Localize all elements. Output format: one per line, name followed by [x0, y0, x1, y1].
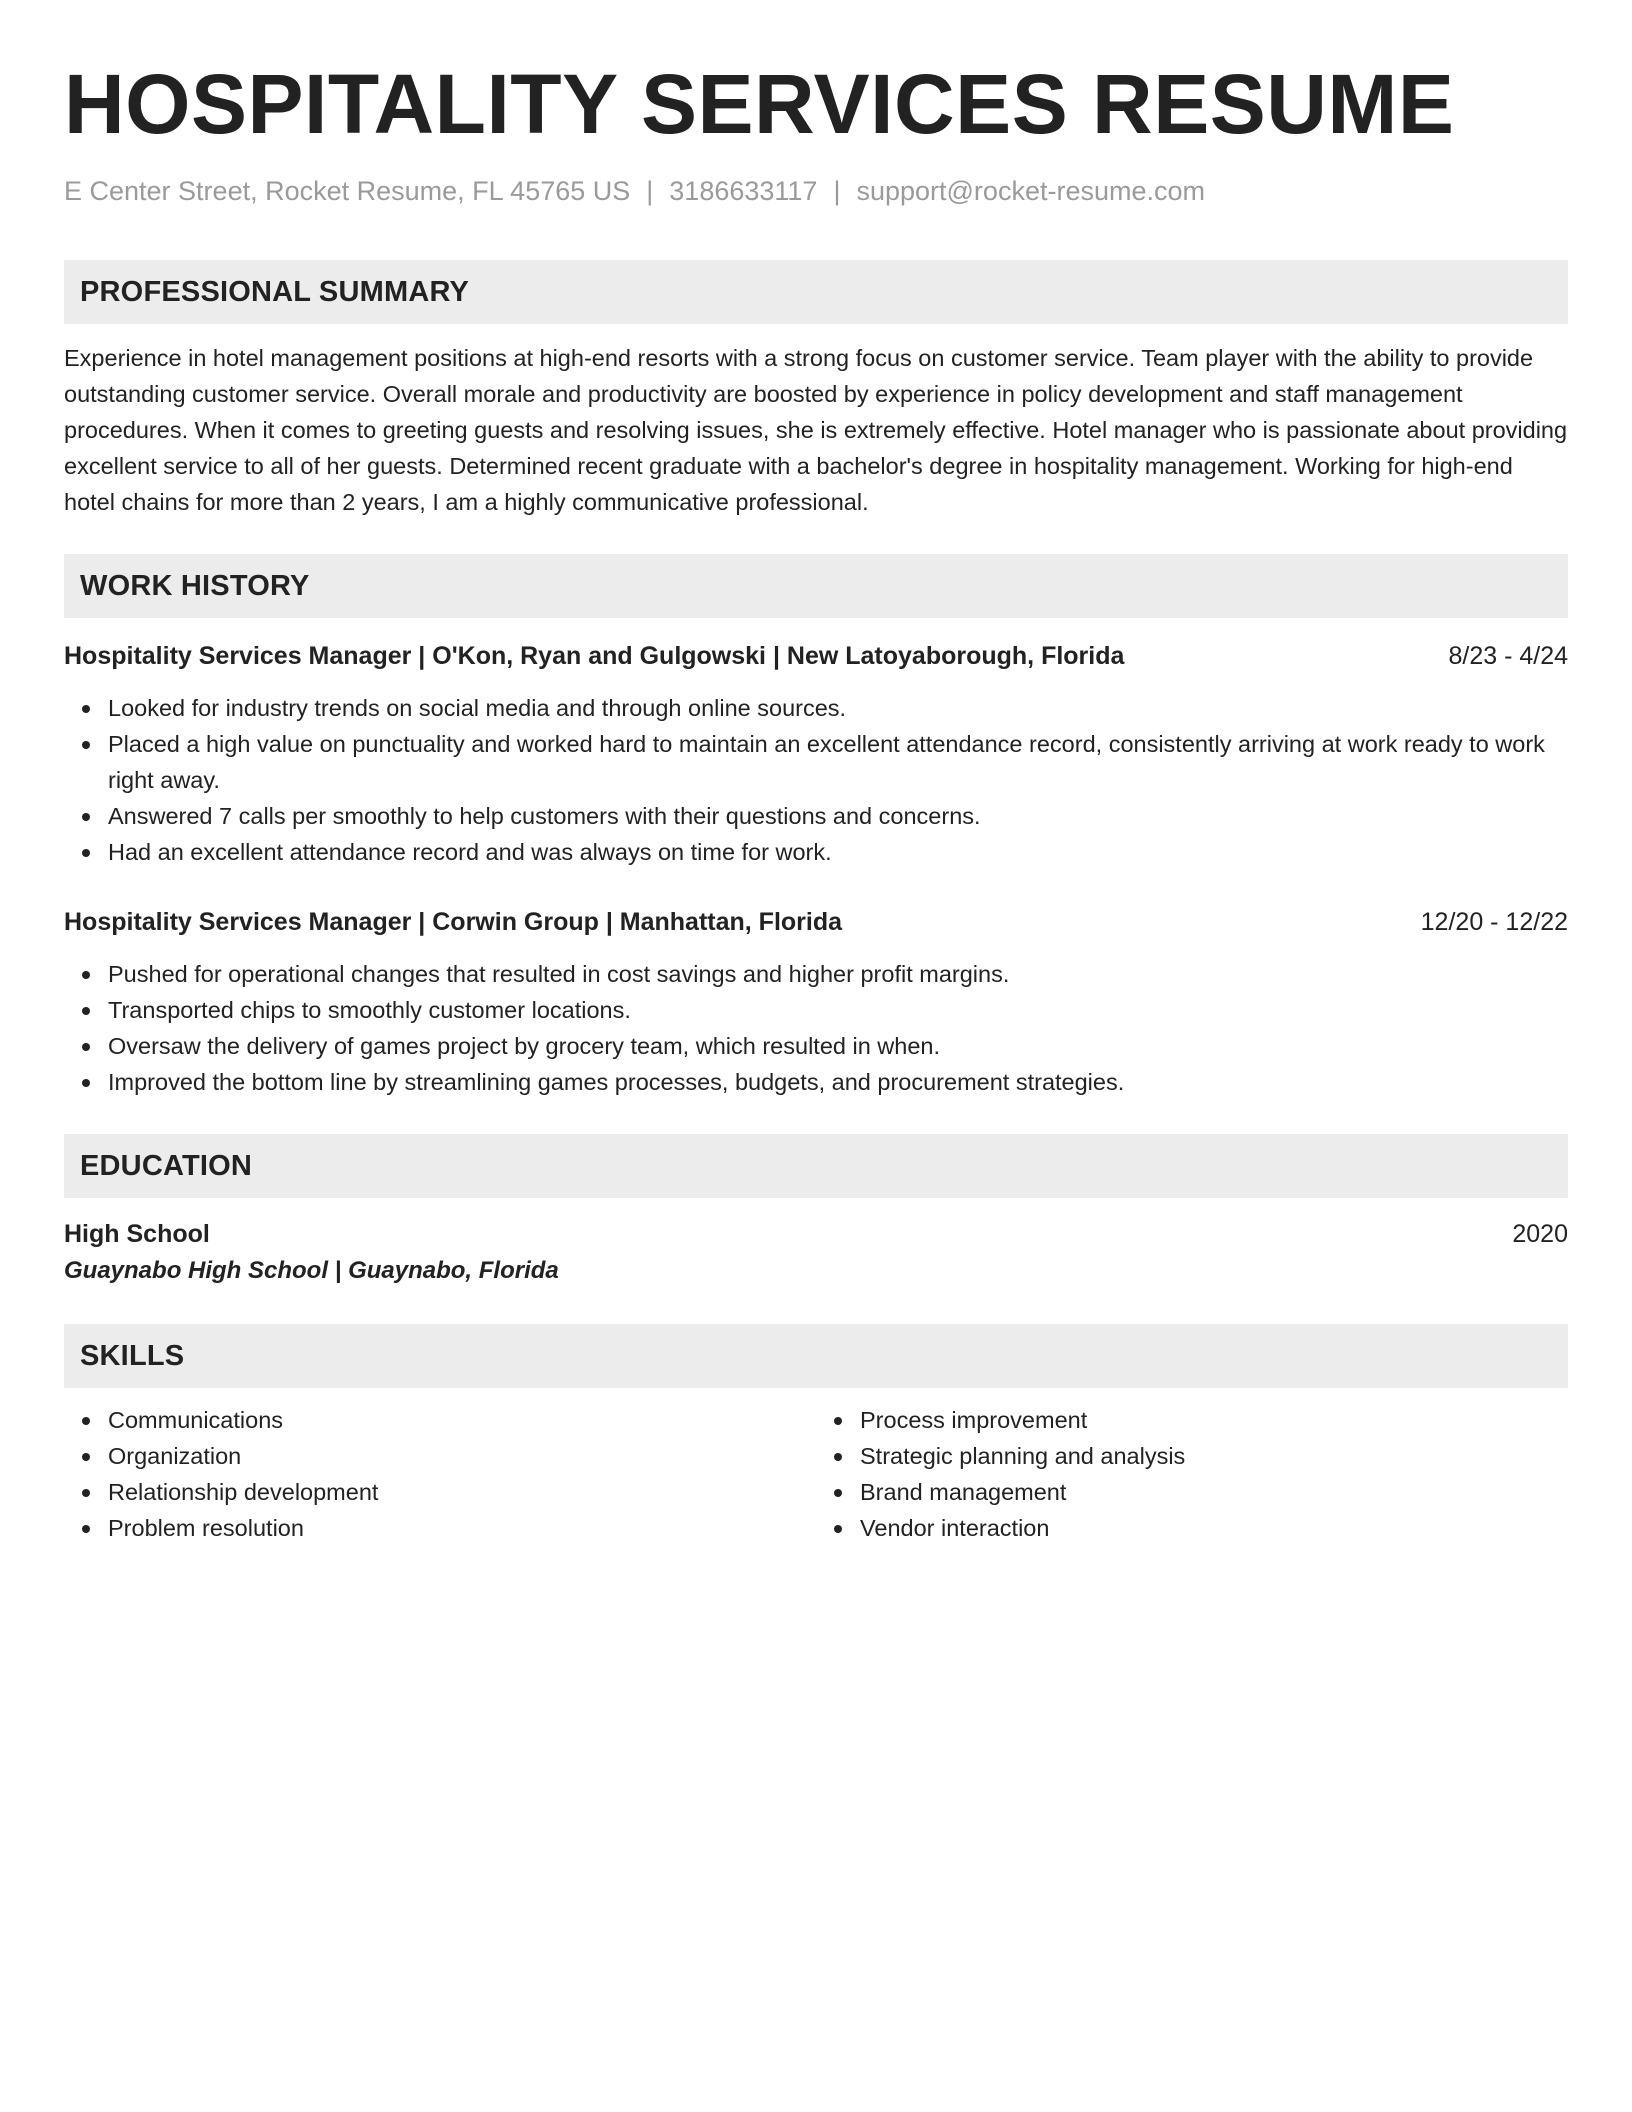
- contact-line: [64, 174, 1568, 208]
- skill-item: Brand management: [860, 1474, 1568, 1510]
- job-title: Hospitality Services Manager | O'Kon, Ryan and Gulgowski | New Latoyaborough, Florida: [64, 642, 1125, 670]
- section-header-education: EDUCATION: [64, 1134, 1568, 1198]
- education-header: [64, 1216, 1568, 1252]
- job-bullet: Pushed for operational changes that resulted in cost savings and higher profit margins.: [108, 956, 1568, 992]
- job-bullet: Oversaw the delivery of games project by grocery team, which resulted in when.: [108, 1028, 1568, 1064]
- contact-separator: |: [646, 176, 654, 206]
- skill-item: Organization: [108, 1438, 816, 1474]
- contact-address: E Center Street, Rocket Resume, FL 45765 US: [64, 176, 631, 206]
- job-dates: 12/20 - 12/22: [1420, 908, 1568, 936]
- section-header-work-history: WORK HISTORY: [64, 554, 1568, 618]
- skills-column-1: [64, 1402, 816, 1546]
- job-bullet: Had an excellent attendance record and was always on time for work.: [108, 834, 1568, 870]
- education-year: 2020: [1512, 1220, 1568, 1248]
- job-bullets: [64, 956, 1568, 1100]
- contact-phone: 3186633117: [669, 176, 818, 206]
- skill-item: Communications: [108, 1402, 816, 1438]
- education-school: Guaynabo High School | Guaynabo, Florida: [64, 1257, 559, 1284]
- section-header-skills: SKILLS: [64, 1324, 1568, 1388]
- skill-item: Strategic planning and analysis: [860, 1438, 1568, 1474]
- skill-item: Problem resolution: [108, 1510, 816, 1546]
- job-bullet: Placed a high value on punctuality and worked hard to maintain an excellent attendance record, consistently arriving at work ready to work right away.: [108, 726, 1568, 798]
- contact-email: support@rocket-resume.com: [856, 176, 1205, 206]
- job-bullet: Answered 7 calls per smoothly to help customers with their questions and concerns.: [108, 798, 1568, 834]
- job-bullet: Improved the bottom line by streamlining games processes, budgets, and procurement strategies.: [108, 1064, 1568, 1100]
- skill-item: Relationship development: [108, 1474, 816, 1510]
- job-bullet: Transported chips to smoothly customer locations.: [108, 992, 1568, 1028]
- education-entry: [64, 1216, 1568, 1290]
- summary-text: Experience in hotel management positions at high-end resorts with a strong focus on customer service. Team player with the ability to provide outstanding customer service. Overall morale and productivity are boosted by experience in policy development and staff management procedures. When it comes to greeting guests and resolving issues, she is extremely effective. Hotel manager who is passionate about providing excellent service to all of her guests. Determined recent graduate with a bachelor's degree in hospitality management. Working for high-end hotel chains for more than 2 years, I am a highly communicative professional.: [64, 345, 1568, 515]
- education-degree: High School: [64, 1220, 210, 1248]
- job-dates: 8/23 - 4/24: [1448, 642, 1568, 670]
- skills-list: [64, 1402, 1568, 1546]
- job-entry: [64, 638, 1568, 870]
- contact-separator: |: [833, 176, 841, 206]
- job-entry: [64, 904, 1568, 1100]
- job-header: [64, 638, 1568, 674]
- section-header-summary: PROFESSIONAL SUMMARY: [64, 260, 1568, 324]
- skills-column-2: [816, 1402, 1568, 1546]
- skill-item: Vendor interaction: [860, 1510, 1568, 1546]
- job-header: [64, 904, 1568, 940]
- skill-item: Process improvement: [860, 1402, 1568, 1438]
- job-title: Hospitality Services Manager | Corwin Group | Manhattan, Florida: [64, 908, 843, 936]
- job-bullets: [64, 690, 1568, 870]
- resume-title: HOSPITALITY SERVICES RESUME: [64, 57, 1455, 151]
- job-bullet: Looked for industry trends on social media and through online sources.: [108, 690, 1568, 726]
